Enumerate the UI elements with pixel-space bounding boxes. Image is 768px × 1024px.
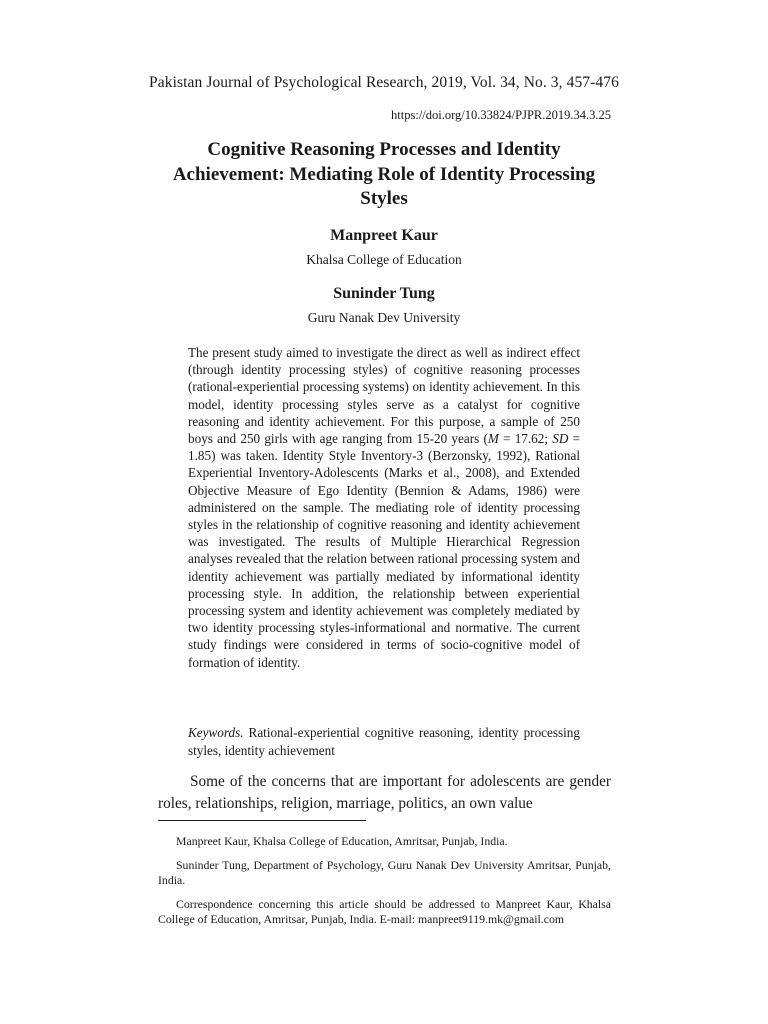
- footnote-2: Suninder Tung, Department of Psychology, Guru Nanak Dev University Amritsar, Punjab, India.: [158, 857, 611, 887]
- author-name-1: Manpreet Kaur: [330, 227, 438, 244]
- footnotes: [158, 834, 611, 936]
- footnote-divider: [158, 820, 366, 821]
- footnote-1: Manpreet Kaur, Khalsa College of Education, Amritsar, Punjab, India.: [176, 834, 508, 848]
- abstract: [188, 344, 580, 671]
- keywords-label: Keywords.: [188, 725, 244, 740]
- keywords: [188, 724, 580, 759]
- footnote-3: Correspondence concerning this article should be addressed to Manpreet Kaur, Khalsa College of Education, Amritsar, Punjab, India. E-mail: manpreet9119.mk@gmail.com: [158, 896, 611, 926]
- mean-value: = 17.62;: [498, 431, 553, 447]
- paper-title: Cognitive Reasoning Processes and Identity Achievement: Mediating Role of Identity Processing Styles: [172, 139, 596, 209]
- abstract-part-2: = 1.85) was taken. Identity Style Inventory-3 (Berzonsky, 1992), Rational Experiential Inventory-Adolescents (Marks et al., 2008), and Extended Objective Measure of Ego Identity (Bennion & Adams, 1986) were administered on the sample. The mediating role of identity processing styles in the relationship of cognitive reasoning and identity achievement was investigated. The results of Multiple Hierarchical Regression analyses revealed that the relation between rational processing system and identity achievement was partially mediated by informational identity processing style. In addition, the relationship between experiential processing system and identity achievement was completely mediated by two identity processing styles-informational and normative. The current study findings were considered in terms of socio-cognitive model of formation of identity.: [188, 431, 581, 670]
- keywords-text: Rational-experiential cognitive reasoning, identity processing styles, identity achievement: [188, 725, 580, 758]
- author-affiliation-1: Khalsa College of Education: [306, 252, 462, 267]
- journal-citation: Pakistan Journal of Psychological Research, 2019, Vol. 34, No. 3, 457-476: [149, 74, 619, 91]
- body-paragraph: Some of the concerns that are important for adolescents are gender roles, relationships, religion, marriage, politics, an own value: [158, 773, 611, 812]
- author-affiliation-2: Guru Nanak Dev University: [307, 310, 461, 325]
- mean-symbol: M: [487, 431, 499, 447]
- author-name-2: Suninder Tung: [333, 285, 435, 302]
- abstract-part-1: The present study aimed to investigate the direct as well as indirect effect (through identity processing styles) of cognitive reasoning processes (rational-experiential processing systems) on identity achievement. In this model, identity processing styles serve as a catalyst for cognitive reasoning and identity achievement. For this purpose, a sample of 250 boys and 250 girls with age ranging from 15-20 years (: [188, 345, 580, 447]
- doi-link[interactable]: https://doi.org/10.33824/PJPR.2019.34.3.25: [391, 108, 611, 122]
- sd-symbol: SD: [552, 431, 569, 447]
